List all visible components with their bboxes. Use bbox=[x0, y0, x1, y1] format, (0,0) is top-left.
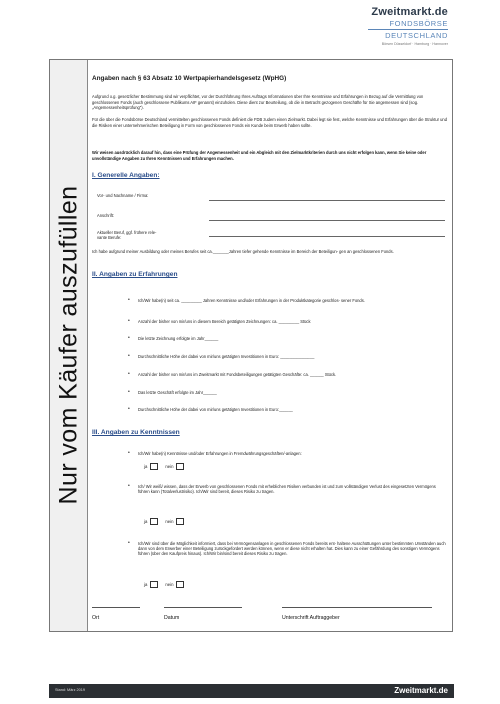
sidebar bbox=[50, 60, 88, 631]
experience-item: • Die letzte Zeichnung erfolgte im Jahr______ bbox=[138, 336, 446, 341]
signature-label: Unterschrift Auftraggeber bbox=[282, 615, 340, 621]
form-title: Angaben nach § 63 Absatz 10 Wertpapierhandelsgesetz (WpHG) bbox=[92, 75, 287, 82]
job-field-row bbox=[97, 230, 445, 242]
yes-checkbox[interactable] bbox=[150, 518, 158, 525]
form-frame bbox=[49, 59, 453, 632]
footer-bar bbox=[49, 684, 454, 698]
form-content bbox=[92, 60, 450, 631]
place-label: Ort bbox=[92, 615, 100, 621]
name-field-label: Vor- und Nachname / Firma: bbox=[97, 193, 149, 198]
sidebar-vertical-label: Nur vom Käufer auszufüllen bbox=[54, 185, 83, 505]
footer-logo: Zweitmarkt.de bbox=[394, 686, 448, 695]
knowledge-item: • Ich/Wir sind über die Möglichkeit informiert, dass bei Vermögensanlagen in geschlossenen Fonds bereits ent- haltene Ausschüttungen unter bestimmten Umständen auch dann von dem Erwerber einer Beteiligung zurückgefordert werden können, wenn er diese nicht erhalten hat. Dies kann zu einer Gefährdung des sonstigen Vermögens führen (über den Kaufpreis hinaus). Ich/Wir bin/sind bereit dieses Risiko zu tragen. bbox=[138, 541, 446, 557]
job-field-input[interactable] bbox=[209, 236, 445, 237]
logo-subtitle-1: FONDSBÖRSE bbox=[389, 19, 448, 28]
no-checkbox[interactable] bbox=[176, 463, 184, 470]
logo-divider bbox=[368, 29, 448, 30]
section-general-title: I. Generelle Angaben: bbox=[92, 172, 160, 179]
yes-label: ja bbox=[144, 464, 148, 469]
yes-checkbox[interactable] bbox=[150, 581, 158, 588]
experience-item: • Anzahl der bisher von mir/uns im Zweitmarkt mit Fondsbeteiligungen getätigten Geschäfte: ca. ______ Stück. bbox=[138, 372, 446, 377]
experience-item: • Durchschnittliche Höhe der dabei von mir/uns getätigten Investitionen in Euro: _______________ bbox=[138, 354, 446, 359]
intro-paragraph-2: Für die über die Fondsbörse Deutschland vermittelten geschlossenen Fonds definiert die FDB zudem einen Zielmarkt. Dabei legt sie fest, welche Kenntnisse und Erfahrungen über die Struktur und die Risiken einer unternehmerischen Beteiligung in Form von geschlossenen Fonds ein Kunde beim Erwerb haben sollte. bbox=[92, 117, 447, 128]
intro-paragraph-1: Aufgrund o.g. gesetzlicher Bestimmung sind wir verpflichtet, vor der Durchführung Ihres Auftrags Informationen über Ihre Kenntnisse und Erfahrungen in Bezug auf die Vermittlung von geschlossenen Fonds (auch geschlossene Publikums AIF genannt) einzuholen. Diese dient zur Beurteilung, ob die in Betracht gezogenen Geschäfte für Sie angemessen sind (sog. „Angemessenheitsprüfung"). bbox=[92, 94, 424, 111]
warning-paragraph: Wir weisen ausdrücklich darauf hin, dass eine Prüfung der Angemessenheit und ein Abgleich mit den Zielmarktkriterien durch uns nicht erfolgen kann, wenn Sie keine oder unvollständige Angaben zu Ihren Kenntnissen und Erfahrungen machen. bbox=[92, 150, 427, 161]
no-checkbox[interactable] bbox=[176, 518, 184, 525]
address-field-input[interactable] bbox=[209, 220, 445, 221]
footer-date: Stand: März 2019 bbox=[55, 688, 85, 692]
date-signature-line[interactable] bbox=[164, 607, 242, 608]
name-field-row bbox=[97, 193, 445, 201]
experience-item: • Das letzte Geschäft erfolgte im Jahr______ bbox=[138, 390, 446, 395]
knowledge-item: • Ich/ Wir weiß/ wissen, dass der Erwerb von geschlossenen Fonds mit erheblichen Risiken verbunden ist und zum vollständigen Verlust des eingesetzten Vermögens führen kann (Totalverlustrisiko). Ich/Wir sind bereit, dieses Risiko zu tragen. bbox=[138, 484, 446, 494]
yes-label: ja bbox=[144, 582, 148, 587]
company-logo bbox=[338, 6, 448, 46]
logo-wordmark: Zweitmarkt.de bbox=[371, 6, 448, 18]
address-field-row bbox=[97, 213, 445, 221]
experience-item: • Ich/Wir habe(n) seit ca. _________ Jahren Kenntnisse und/oder Erfahrungen in der Produktkategorie geschlos- sener Fonds. bbox=[138, 298, 446, 303]
job-field-label: Aktueller Beruf, ggf. frühere rele- vante Berufe: bbox=[97, 230, 157, 241]
knowledge-answer-row bbox=[144, 518, 191, 525]
yes-label: ja bbox=[144, 519, 148, 524]
no-label: nein bbox=[165, 582, 174, 587]
logo-subtitle-2: DEUTSCHLAND bbox=[385, 31, 448, 40]
knowledge-answer-row bbox=[144, 463, 191, 470]
experience-item: • Durchschnittliche Höhe der dabei von mir/uns getätigten Investitionen in Euro:______ bbox=[138, 407, 446, 412]
section-experience-title: II. Angaben zu Erfahrungen bbox=[92, 271, 178, 278]
no-label: nein bbox=[165, 519, 174, 524]
knowledge-item: • Ich/Wir habe(n) Kenntnisse und/oder Erfahrungen in Fremdwährungsgeschäften/-anlagen: bbox=[138, 451, 446, 456]
date-label: Datum bbox=[164, 615, 180, 621]
yes-checkbox[interactable] bbox=[150, 463, 158, 470]
address-field-label: Anschrift: bbox=[97, 213, 115, 218]
signature-line[interactable] bbox=[282, 607, 432, 608]
name-field-input[interactable] bbox=[209, 200, 445, 201]
section-knowledge-title: III. Angaben zu Kenntnissen bbox=[92, 429, 180, 436]
experience-item: • Anzahl der bisher von mir/uns in diesem Bereich getätigten Zeichnungen: ca. _________ Stück bbox=[138, 319, 446, 324]
place-signature-line[interactable] bbox=[92, 607, 140, 608]
logo-cities: Börsen Düsseldorf · Hamburg · Hannover bbox=[381, 42, 448, 46]
no-label: nein bbox=[165, 464, 174, 469]
no-checkbox[interactable] bbox=[176, 581, 184, 588]
knowledge-answer-row bbox=[144, 581, 191, 588]
experience-statement: Ich habe aufgrund meiner Ausbildung oder meines Berufes seit ca._______Jahren tiefer gehende Kenntnisse im Bereich der Beteiligun- gen an geschlossenen Fonds. bbox=[92, 249, 394, 254]
